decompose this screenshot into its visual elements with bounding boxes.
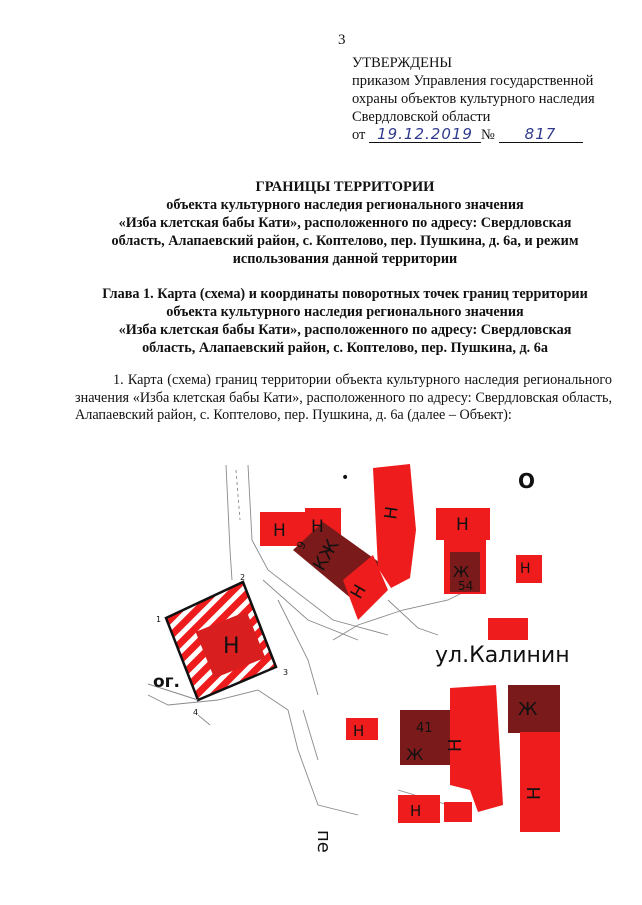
street-label: ул.Калинин: [435, 643, 570, 668]
label-n: Н: [524, 786, 545, 800]
point-label: 1: [156, 615, 162, 624]
label-zh: Ж: [518, 699, 538, 720]
point-label: 4: [193, 708, 199, 717]
number-value: 817: [524, 125, 557, 143]
date-field: [369, 127, 481, 143]
number-field: [499, 127, 583, 143]
building: [488, 618, 528, 640]
territory-map: [148, 460, 570, 853]
label-kzh: КЖ: [309, 536, 344, 575]
house-number: 54: [458, 579, 474, 593]
approval-line-3: Свердловской области: [352, 109, 491, 125]
building: [373, 464, 416, 588]
label-n: Н: [381, 505, 403, 521]
approval-block: [352, 54, 642, 144]
label-zh: Ж: [406, 745, 424, 764]
paragraph-text: 1. Карта (схема) границ территории объекта культурного наследия регионального значения «Изба клетская бабы Кати», расположенного по адресу: Свердловская область, Алапаевский район, с. Коптелово, пер. Пушкина, д. 6а (далее – Объект):: [75, 372, 612, 423]
small-dot-mark: •: [341, 470, 350, 486]
building: [444, 802, 472, 822]
date-value: 19.12.2019: [377, 125, 473, 143]
label-n: Н: [347, 581, 371, 603]
approval-line-1: приказом Управления государственной: [352, 73, 594, 89]
chapter-line-1: Глава 1. Карта (схема) и координаты поворотных точек границ территории: [102, 286, 588, 302]
partial-label: ог.: [153, 672, 181, 692]
label-zh: Ж: [453, 563, 470, 581]
page-number: 3: [338, 32, 346, 48]
chapter-line-2: объекта культурного наследия регионального значения: [166, 304, 524, 320]
house-number: 9: [294, 538, 310, 552]
label-n: Н: [273, 521, 286, 541]
point-label: 3: [283, 668, 289, 677]
document-title: [60, 178, 630, 268]
label-n: Н: [520, 561, 531, 577]
label-n: Н: [456, 515, 469, 535]
building: [520, 732, 560, 832]
point-label: 2: [240, 573, 246, 582]
chapter-heading: [60, 285, 630, 357]
buildings-top: [260, 464, 542, 640]
approval-line-2: охраны объектов культурного наследия: [352, 91, 595, 107]
title-line-4: использования данной территории: [232, 251, 458, 267]
house-number: 41: [416, 721, 433, 736]
chapter-line-4: область, Алапаевский район, с. Коптелово, пер. Пушкина, д. 6а: [142, 340, 548, 356]
lane-label: пе: [313, 830, 334, 853]
label-n: Н: [353, 722, 365, 740]
title-line-1: объекта культурного наследия регионального значения: [166, 197, 524, 213]
paragraph-1: [75, 372, 612, 425]
approval-heading: УТВЕРЖДЕНЫ: [352, 55, 453, 71]
approval-date-row: [352, 126, 642, 144]
label-n: Н: [311, 517, 324, 537]
title-line-3: область, Алапаевский район, с. Коптелово, пер. Пушкина, д. 6а, и режим: [111, 233, 579, 249]
chapter-line-3: «Изба клетская бабы Кати», расположенного по адресу: Свердловская: [118, 322, 572, 338]
label-n: Н: [223, 634, 240, 659]
date-prefix: от: [352, 127, 366, 143]
title-line-2: «Изба клетская бабы Кати», расположенного по адресу: Свердловская: [118, 215, 572, 231]
title-main: ГРАНИЦЫ ТЕРРИТОРИИ: [255, 179, 435, 195]
number-prefix: №: [481, 127, 495, 143]
label-n: Н: [445, 738, 466, 752]
label-n: Н: [410, 802, 422, 820]
label-o: О: [518, 469, 536, 493]
